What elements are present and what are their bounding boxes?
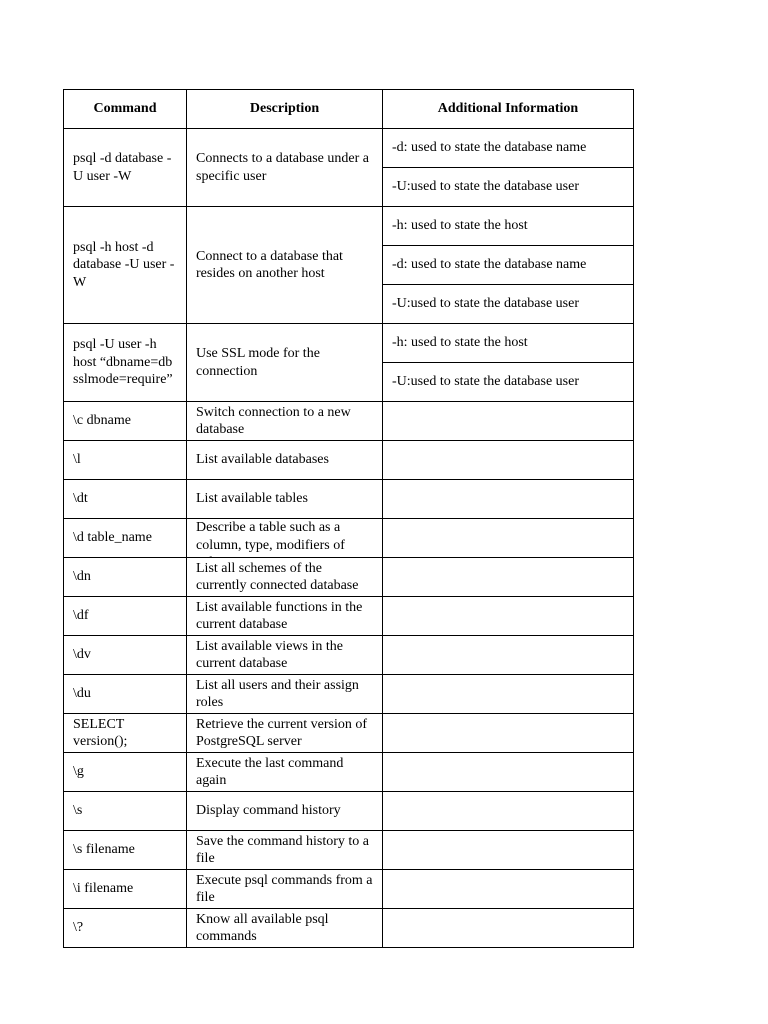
description-cell bbox=[187, 441, 383, 480]
description-cell bbox=[187, 870, 383, 909]
description-cell bbox=[187, 636, 383, 675]
header-additional-information: Additional Information bbox=[383, 90, 634, 129]
table-row bbox=[64, 870, 634, 909]
table-body bbox=[64, 129, 634, 948]
additional-information-cell: -d: used to state the database name bbox=[383, 129, 634, 168]
table-row bbox=[64, 207, 634, 246]
description-cell bbox=[187, 675, 383, 714]
description-text: Execute the last command again bbox=[196, 755, 344, 788]
description-text: List available functions in the current database bbox=[196, 599, 363, 632]
description-cell bbox=[187, 597, 383, 636]
additional-information-cell: -U:used to state the database user bbox=[383, 363, 634, 402]
command-cell: SELECT version(); bbox=[64, 714, 187, 753]
table-row bbox=[64, 675, 634, 714]
description-text: List all schemes of the currently connected database bbox=[196, 560, 359, 593]
table-row bbox=[64, 753, 634, 792]
header-row bbox=[64, 90, 634, 129]
command-cell: psql -h host -d database -U user -W bbox=[64, 207, 187, 324]
description-cell bbox=[187, 714, 383, 753]
additional-information-cell bbox=[383, 441, 634, 480]
command-cell: \s bbox=[64, 792, 187, 831]
additional-information-cell bbox=[383, 402, 634, 441]
additional-information-cell bbox=[383, 675, 634, 714]
description-cell bbox=[187, 207, 383, 324]
command-cell: \df bbox=[64, 597, 187, 636]
description-text: Know all available psql commands bbox=[196, 911, 329, 944]
command-cell: \du bbox=[64, 675, 187, 714]
description-text: List all users and their assign roles bbox=[196, 677, 359, 710]
description-cell bbox=[187, 324, 383, 402]
table-row bbox=[64, 129, 634, 168]
additional-information-cell: -d: used to state the database name bbox=[383, 246, 634, 285]
table-row bbox=[64, 792, 634, 831]
description-text: Switch connection to a new database bbox=[196, 404, 351, 437]
additional-information-cell: -h: used to state the host bbox=[383, 324, 634, 363]
command-cell: \l bbox=[64, 441, 187, 480]
description-text: List available views in the current database bbox=[196, 638, 343, 671]
psql-commands-table bbox=[63, 89, 634, 948]
description-cell bbox=[187, 909, 383, 948]
table-row bbox=[64, 909, 634, 948]
additional-information-cell bbox=[383, 831, 634, 870]
description-cell bbox=[187, 519, 383, 558]
table-row bbox=[64, 714, 634, 753]
description-text: Use SSL mode for the connection bbox=[196, 346, 320, 379]
description-cell bbox=[187, 753, 383, 792]
command-cell: \dv bbox=[64, 636, 187, 675]
description-text: Display command history bbox=[196, 803, 341, 819]
command-cell: \dt bbox=[64, 480, 187, 519]
table-row bbox=[64, 636, 634, 675]
additional-information-cell bbox=[383, 870, 634, 909]
additional-information-cell: -U:used to state the database user bbox=[383, 168, 634, 207]
table-row bbox=[64, 597, 634, 636]
description-cell bbox=[187, 831, 383, 870]
description-cell bbox=[187, 480, 383, 519]
header-description: Description bbox=[187, 90, 383, 129]
description-cell bbox=[187, 558, 383, 597]
table-row bbox=[64, 402, 634, 441]
command-cell: psql -U user -h host “dbname=db sslmode=require” bbox=[64, 324, 187, 402]
description-text: Connects to a database under a specific user bbox=[196, 151, 369, 184]
table-row bbox=[64, 324, 634, 363]
description-text: Save the command history to a file bbox=[196, 833, 370, 866]
additional-information-cell bbox=[383, 597, 634, 636]
table-row bbox=[64, 441, 634, 480]
command-cell: \d table_name bbox=[64, 519, 187, 558]
description-cell bbox=[187, 129, 383, 207]
description-text: Retrieve the current version of PostgreSQL server bbox=[196, 716, 368, 749]
command-cell: \s filename bbox=[64, 831, 187, 870]
description-text: Execute psql commands from a file bbox=[196, 872, 373, 905]
description-text: Describe a table such as a column, type, modifiers of bbox=[196, 520, 345, 553]
table-row bbox=[64, 558, 634, 597]
command-cell: \g bbox=[64, 753, 187, 792]
additional-information-cell bbox=[383, 480, 634, 519]
additional-information-cell: -U:used to state the database user bbox=[383, 285, 634, 324]
additional-information-cell bbox=[383, 909, 634, 948]
table-row bbox=[64, 519, 634, 558]
table-row bbox=[64, 831, 634, 870]
description-cell bbox=[187, 792, 383, 831]
table-row bbox=[64, 480, 634, 519]
additional-information-cell bbox=[383, 558, 634, 597]
command-cell: psql -d database -U user -W bbox=[64, 129, 187, 207]
additional-information-cell bbox=[383, 753, 634, 792]
description-text: Connect to a database that resides on another host bbox=[196, 248, 343, 281]
command-cell: \i filename bbox=[64, 870, 187, 909]
additional-information-cell bbox=[383, 714, 634, 753]
description-text: List available tables bbox=[196, 491, 308, 507]
command-cell: \? bbox=[64, 909, 187, 948]
header-command: Command bbox=[64, 90, 187, 129]
additional-information-cell: -h: used to state the host bbox=[383, 207, 634, 246]
command-cell: \dn bbox=[64, 558, 187, 597]
description-text: List available databases bbox=[196, 452, 329, 468]
command-cell: \c dbname bbox=[64, 402, 187, 441]
additional-information-cell bbox=[383, 636, 634, 675]
description-cell bbox=[187, 402, 383, 441]
additional-information-cell bbox=[383, 519, 634, 558]
additional-information-cell bbox=[383, 792, 634, 831]
